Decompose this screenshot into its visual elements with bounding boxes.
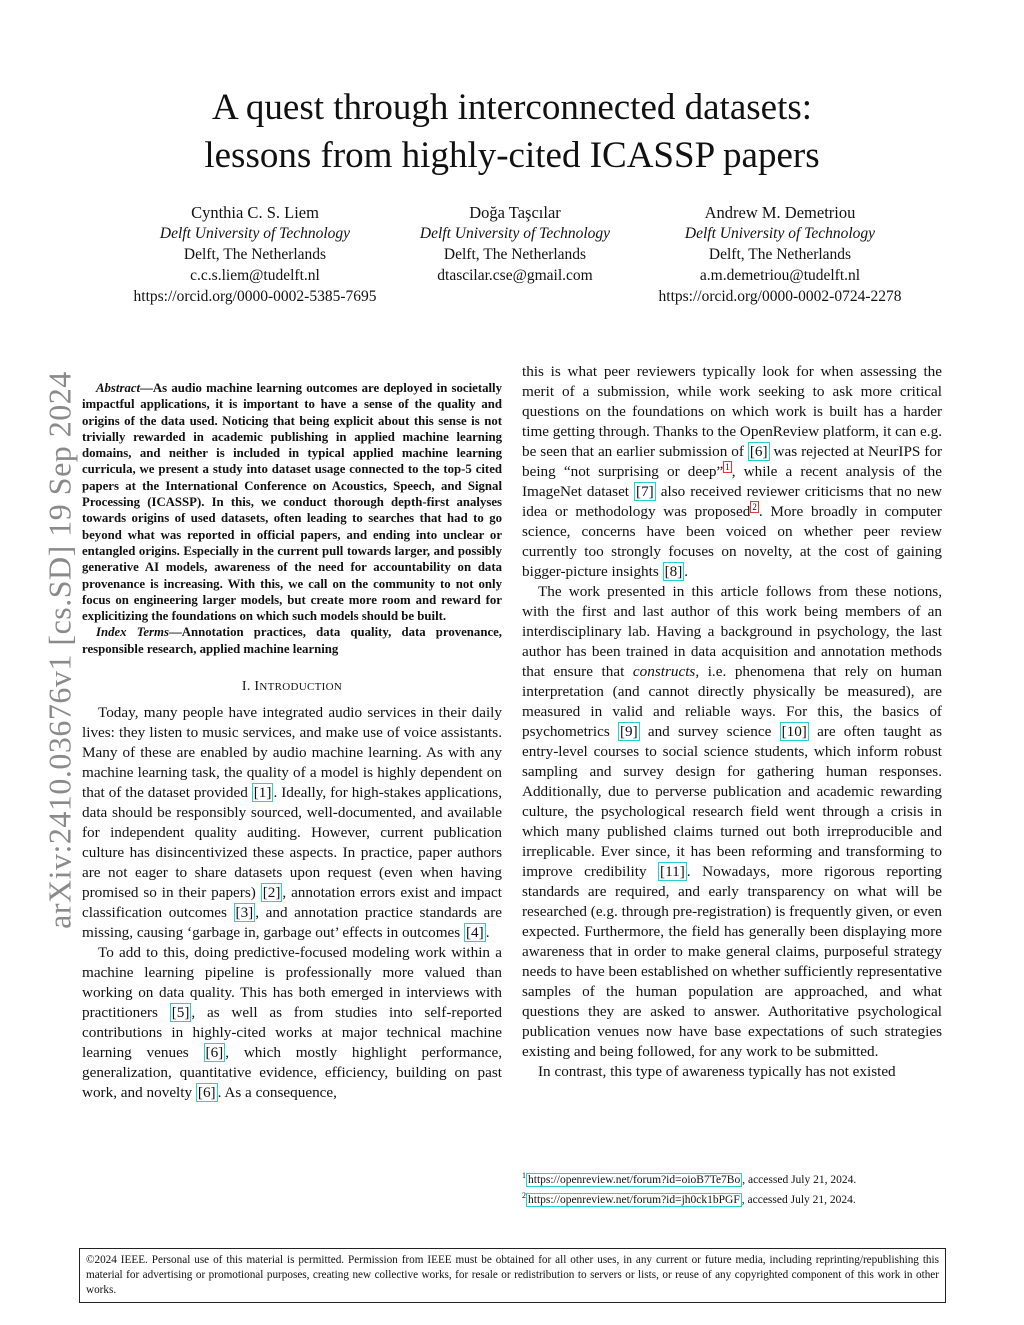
author-email[interactable]: c.c.s.liem@tudelft.nl <box>190 267 320 284</box>
index-terms <box>82 624 502 657</box>
text-run: , i.e. phenomena that rely on human interpretation (and cannot directly physically be measured), are measured in valid and reliable ways. For this, the basics of psychometrics <box>522 663 942 740</box>
text-run: this is what peer reviewers typically look for when assessing the merit of a submission, while work seeking to ask more critical questions on the foundations on which work is built has a harder time getting through. Thanks to the OpenReview platform, it can e.g. be seen that an earlier submission of <box>522 363 942 460</box>
author-orcid[interactable]: https://orcid.org/0000-0002-0724-2278 <box>658 288 902 305</box>
citation-link[interactable]: [6] <box>749 443 768 460</box>
text-run: . More broadly in computer science, concerns have been voiced on whether peer review currently too strongly focuses on novelty, at the cost of gaining bigger-picture insights <box>522 503 942 580</box>
footnote-number: 1 <box>522 1171 526 1180</box>
author-name: Cynthia C. S. Liem <box>191 203 319 222</box>
right-column <box>522 362 942 1082</box>
citation-link[interactable]: [4] <box>465 924 484 942</box>
footnote-2 <box>522 1188 942 1208</box>
section-title-rest: NTRODUCTION <box>259 681 343 694</box>
section-numeral: I. <box>241 679 255 695</box>
text-run: The work presented in this article follows from these notions, with the first and last author of this work being members of an interdisciplinary lab. Having a background in psychology, the last author has been trained in data acquisition and annotation methods that ensure that <box>522 583 942 680</box>
citation-link[interactable]: [6] <box>205 1044 224 1062</box>
text-run: and survey science <box>639 723 780 740</box>
author-location: Delft, The Netherlands <box>183 246 327 263</box>
text-run: . As a consequence, <box>217 1084 337 1102</box>
intro-paragraph-4: In contrast, this type of awareness typically has not existed <box>538 1063 896 1080</box>
author-location: Delft, The Netherlands <box>443 246 587 263</box>
citation-link[interactable]: [7] <box>636 483 654 500</box>
abstract-label: Abstract <box>96 381 141 395</box>
footnote-url-link[interactable]: https://openreview.net/forum?id=oioB7Te7Bo <box>528 1173 741 1186</box>
index-terms-label: Index Terms <box>96 625 169 640</box>
author-affiliation: Delft University of Technology <box>684 225 876 242</box>
author-email[interactable]: dtascilar.cse@gmail.com <box>437 267 593 284</box>
author-affiliation: Delft University of Technology <box>419 225 611 242</box>
footnote-number: 2 <box>522 1190 526 1200</box>
author-location: Delft, The Netherlands <box>708 246 852 263</box>
intro-paragraph-2 <box>82 943 502 1103</box>
section-heading-introduction <box>82 677 502 697</box>
author-orcid[interactable]: https://orcid.org/0000-0002-5385-7695 <box>133 288 377 305</box>
citation-link[interactable]: [5] <box>171 1004 190 1022</box>
text-run: . Nowadays, more rigorous reporting standards are required, and early transparency on what will be researched (e.g. through pre-registration) is frequently given, or even expected. Furthermore, the field has generally been displaying more awareness that in order to make general claims, purposeful strategy needs to have been established on whether sufficiently representative samples of the human population are approached, and what questions they are asked to answer. Authoritative psychological publication venues now have base expectations of such strategies existing and being followed, for any work to be submitted. <box>522 863 943 1060</box>
footnote-url-link[interactable]: https://openreview.net/forum?id=jh0ck1bPGF <box>528 1193 740 1206</box>
text-run: was rejected at NeurIPS for being “not surprising or deep” <box>522 443 943 480</box>
author-email[interactable]: a.m.demetriou@tudelft.nl <box>699 267 861 284</box>
citation-link[interactable]: [11] <box>660 863 685 880</box>
title-line-2: lessons from highly-cited ICASSP papers <box>204 135 820 176</box>
emphasis-text: constructs <box>632 663 696 680</box>
citation-link[interactable]: [6] <box>197 1084 216 1102</box>
left-column <box>82 380 502 1103</box>
text-run: . <box>684 563 689 580</box>
intro-paragraph-2-cont <box>522 362 942 582</box>
author-block-2 <box>395 202 635 286</box>
title-line-1: A quest through interconnected datasets: <box>211 87 813 128</box>
author-name: Andrew M. Demetriou <box>704 203 856 222</box>
author-affiliation: Delft University of Technology <box>159 225 351 242</box>
text-run: . <box>485 924 490 942</box>
intro-paragraph-1 <box>82 703 502 943</box>
footnote-suffix: , accessed July 21, 2024. <box>742 1173 857 1186</box>
abstract-text: —As audio machine learning outcomes are deployed in societally impactful applications, it is important to have a sense of the quality and origins of the data used. Noticing that being explicit about this sense is not trivially rewarded in academic publishing in applied machine learning domains, and neither is included in typical applied machine learning curricula, we present a study into dataset usage connected to the top-5 cited papers at the International Conference on Acoustics, Speech, and Signal Processing (ICASSP). In this, we conduct thorough depth-first analyses towards origins of used datasets, often leading to searches that had to go beyond what was reported in official papers, and ending into unclear or entangled origins. Especially in the current pull towards larger, and possibly generative AI models, awareness of the need for accountability on data provenance is increasing. With this, we call on the community to not only focus on engineering larger models, but create more room and reward for explicitizing the foundations on which such models should be built. <box>82 381 502 624</box>
footnote-ref-1[interactable]: 1 <box>725 461 730 472</box>
text-run: , while a recent analysis of the ImageNet dataset <box>522 463 942 500</box>
arxiv-identifier: arXiv:2410.03676v1 [cs.SD] 19 Sep 2024 <box>41 371 78 929</box>
abstract <box>82 380 502 624</box>
text-run: , and annotation practice standards are missing, causing ‘garbage in, garbage out’ effects in outcomes <box>82 904 502 942</box>
author-block-3 <box>620 202 940 307</box>
footnote-ref-2[interactable]: 2 <box>752 501 757 512</box>
citation-link[interactable]: [9] <box>619 723 638 740</box>
citation-link[interactable]: [10] <box>781 723 807 740</box>
citation-link[interactable]: [3] <box>235 904 254 922</box>
text-run: Today, many people have integrated audio services in their daily lives: they listen to music services, and make use of voice assistants. Many of these are enabled by audio machine learning. As with any machine learning task, the quality of a model is highly dependent on that of the dataset provided <box>82 704 502 802</box>
text-run: also received reviewer criticisms that no new idea or methodology was proposed <box>522 483 943 520</box>
paper-title <box>0 84 1024 180</box>
text-run: , as well as from studies into self-reported contributions in highly-cited works at major technical machine learning venues <box>82 1004 502 1062</box>
citation-link[interactable]: [2] <box>262 884 281 902</box>
footnote-suffix: , accessed July 21, 2024. <box>741 1193 856 1206</box>
text-run: . Ideally, for high-stakes applications, data should be responsibly sourced, well-documented, and available for independent quality auditing. However, current publication culture has disincentivized these aspects. In practice, paper authors are not eager to share datasets upon request (even when having promised so in their papers) <box>82 784 502 902</box>
author-name: Doğa Taşcılar <box>469 203 561 222</box>
citation-link[interactable]: [1] <box>253 784 272 802</box>
author-block-1 <box>90 202 420 307</box>
text-run: To add to this, doing predictive-focused modeling work within a machine learning pipeline is professionally more valued than working on data quality. This has both emerged in interviews with practitioners <box>82 944 502 1022</box>
intro-paragraph-3 <box>522 582 942 1062</box>
citation-link[interactable]: [8] <box>664 563 683 580</box>
section-title-initial: I <box>254 679 260 695</box>
text-run: are often taught as entry-level courses to social science students, which inform robust sampling and survey design for gathering human responses. Additionally, due to perverse publication and academic rewarding culture, the psychological research field went through a crisis in which many published claims turned out both irreproducible and irreplicable. Ever since, it has been reforming and transforming to improve credibility <box>522 723 943 880</box>
copyright-notice: ©2024 IEEE. Personal use of this material is permitted. Permission from IEEE must be obtained for all other uses, in any current or future media, including reprinting/republishing this material for advertising or promotional purposes, creating new collective works, for resale or redistribution to servers or lists, or reuse of any copyrighted component of this work in other works. <box>79 1248 946 1303</box>
text-run: , annotation errors exist and impact classification outcomes <box>82 884 502 922</box>
footnote-1 <box>522 1168 942 1188</box>
footnotes <box>522 1168 942 1208</box>
index-terms-text: —Annotation practices, data quality, data provenance, responsible research, applied machine learning <box>82 625 502 656</box>
text-run: , which mostly highlight performance, generalization, quantitative evidence, efficiency, building on past work, and novelty <box>82 1044 503 1102</box>
